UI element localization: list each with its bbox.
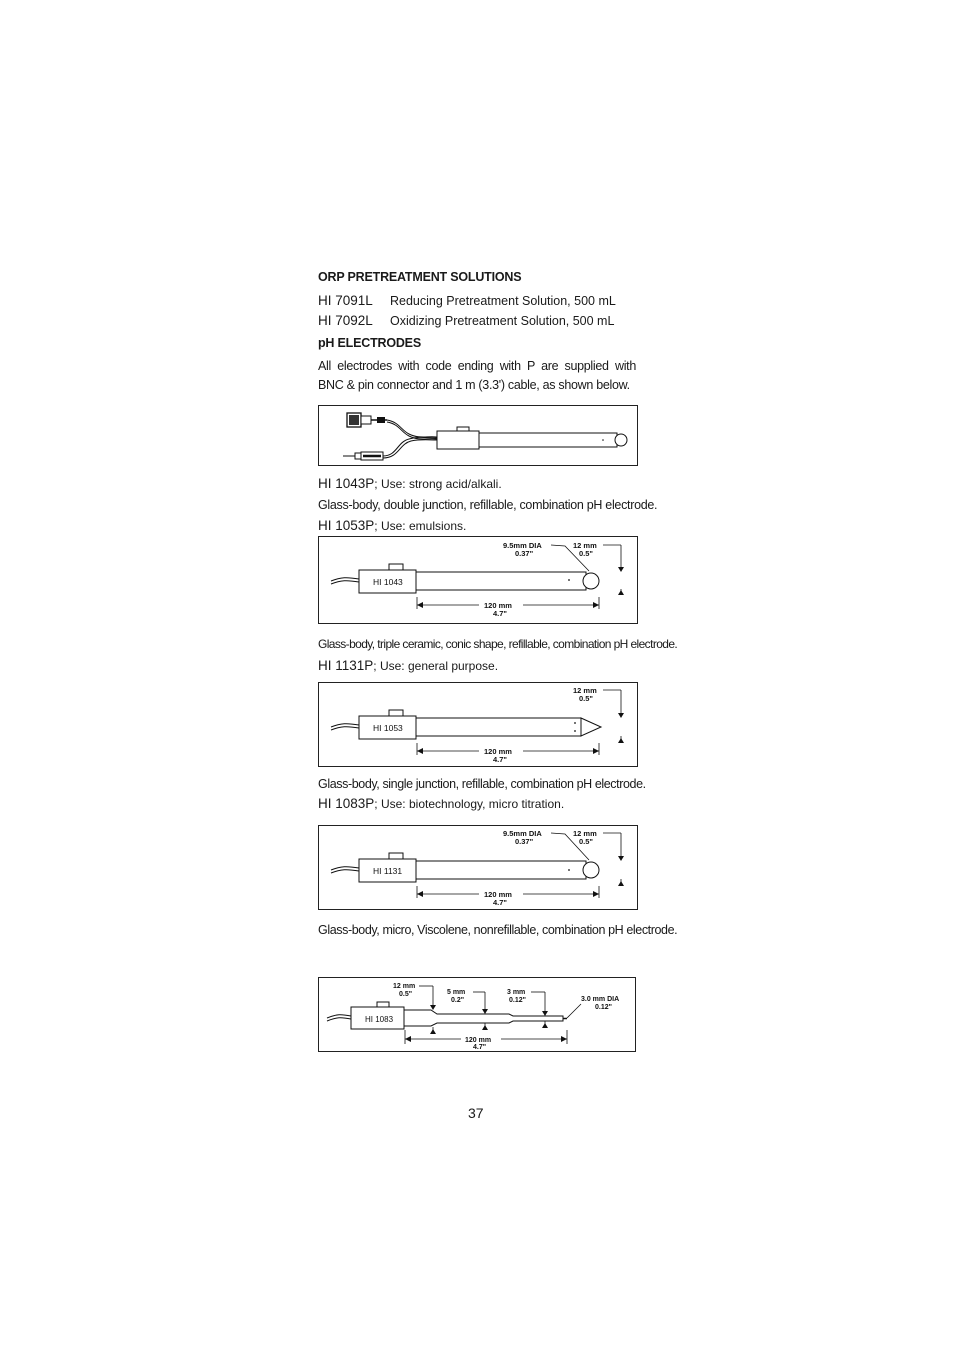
hi-1053-d12-mm: 12 mm <box>573 686 597 695</box>
ph-heading: pH ELECTRODES <box>318 336 421 350</box>
electrode-4-code: HI 1083P <box>318 796 375 811</box>
hi-1043-len-mm: 120 mm <box>484 601 512 610</box>
orp-item-2-desc: Oxidizing Pretreatment Solution, 500 mL <box>390 314 615 328</box>
hi-1131-len-mm: 120 mm <box>484 890 512 899</box>
diagram-hi-1083 <box>318 977 636 1052</box>
electrode-2-use: ; Use: emulsions. <box>374 519 467 533</box>
hi-1053-drawing <box>319 683 639 768</box>
hi-1131-dia-in: 0.37" <box>515 837 534 846</box>
hi-1131-d12-in: 0.5" <box>579 837 593 846</box>
hi-1083-label: HI 1083 <box>365 1015 394 1024</box>
hi-1053-len-mm: 120 mm <box>484 747 512 756</box>
page-number: 37 <box>468 1105 484 1121</box>
hi-1043-len-in: 4.7" <box>493 609 507 618</box>
hi-1053-label: HI 1053 <box>373 723 403 733</box>
diagram-hi-1131 <box>318 825 638 910</box>
electrode-2-title <box>318 518 466 534</box>
bnc-pin-cable-illustration <box>319 406 639 467</box>
hi-1043-drawing <box>319 537 639 625</box>
hi-1083-tip-in: 0.12" <box>595 1004 612 1011</box>
hi-1043-label: HI 1043 <box>373 577 403 587</box>
hi-1043-dia-mm: 9.5mm DIA <box>503 541 542 550</box>
electrode-2-desc: Glass-body, triple ceramic, conic shape, refillable, combination pH electrode. <box>318 637 678 651</box>
hi-1083-d5-in: 0.2" <box>451 997 465 1004</box>
hi-1131-label: HI 1131 <box>373 866 403 876</box>
electrode-3-code: HI 1131P <box>318 658 374 673</box>
hi-1131-drawing <box>319 826 639 911</box>
electrode-3-title <box>318 658 498 674</box>
hi-1083-d3-in: 0.12" <box>509 997 526 1004</box>
hi-1083-len-mm: 120 mm <box>465 1037 492 1044</box>
hi-1043-d12-mm: 12 mm <box>573 541 597 550</box>
hi-1083-d12-mm: 12 mm <box>393 983 416 990</box>
hi-1131-d12-mm: 12 mm <box>573 829 597 838</box>
electrode-4-title <box>318 796 564 812</box>
orp-heading: ORP PRETREATMENT SOLUTIONS <box>318 270 522 284</box>
hi-1083-len-in: 4.7" <box>473 1044 487 1051</box>
electrode-1-title <box>318 476 502 492</box>
hi-1083-d3-mm: 3 mm <box>507 989 526 996</box>
orp-item-2-code: HI 7092L <box>318 313 373 328</box>
hi-1053-len-in: 4.7" <box>493 755 507 764</box>
diagram-hi-1053 <box>318 682 638 767</box>
hi-1043-dia-in: 0.37" <box>515 549 534 558</box>
electrode-3-use: ; Use: general purpose. <box>373 659 499 673</box>
electrode-4-desc: Glass-body, micro, Viscolene, nonrefillable, combination pH electrode. <box>318 923 678 937</box>
electrode-1-use: ; Use: strong acid/alkali. <box>374 477 502 491</box>
electrode-3-desc: Glass-body, single junction, refillable, combination pH electrode. <box>318 777 646 791</box>
hi-1083-d5-mm: 5 mm <box>447 989 466 996</box>
ph-intro: All electrodes with code ending with P are supplied with BNC & pin connector and 1 m (3.3') cable, as shown below. <box>318 359 636 392</box>
hi-1083-drawing <box>319 978 637 1053</box>
orp-item-1-desc: Reducing Pretreatment Solution, 500 mL <box>390 294 616 308</box>
hi-1083-tip-mm: 3.0 mm DIA <box>581 996 620 1003</box>
electrode-1-desc: Glass-body, double junction, refillable, combination pH electrode. <box>318 498 658 512</box>
diagram-hi-1043 <box>318 536 638 624</box>
hi-1053-d12-in: 0.5" <box>579 694 593 703</box>
electrode-4-use: ; Use: biotechnology, micro titration. <box>374 797 565 811</box>
orp-item-1-code: HI 7091L <box>318 293 373 308</box>
hi-1043-d12-in: 0.5" <box>579 549 593 558</box>
electrode-1-code: HI 1043P <box>318 476 375 491</box>
electrode-2-code: HI 1053P <box>318 518 375 533</box>
hi-1083-d12-in: 0.5" <box>399 991 413 998</box>
cable-connector-diagram <box>318 405 638 466</box>
hi-1131-dia-mm: 9.5mm DIA <box>503 829 542 838</box>
hi-1131-len-in: 4.7" <box>493 898 507 907</box>
